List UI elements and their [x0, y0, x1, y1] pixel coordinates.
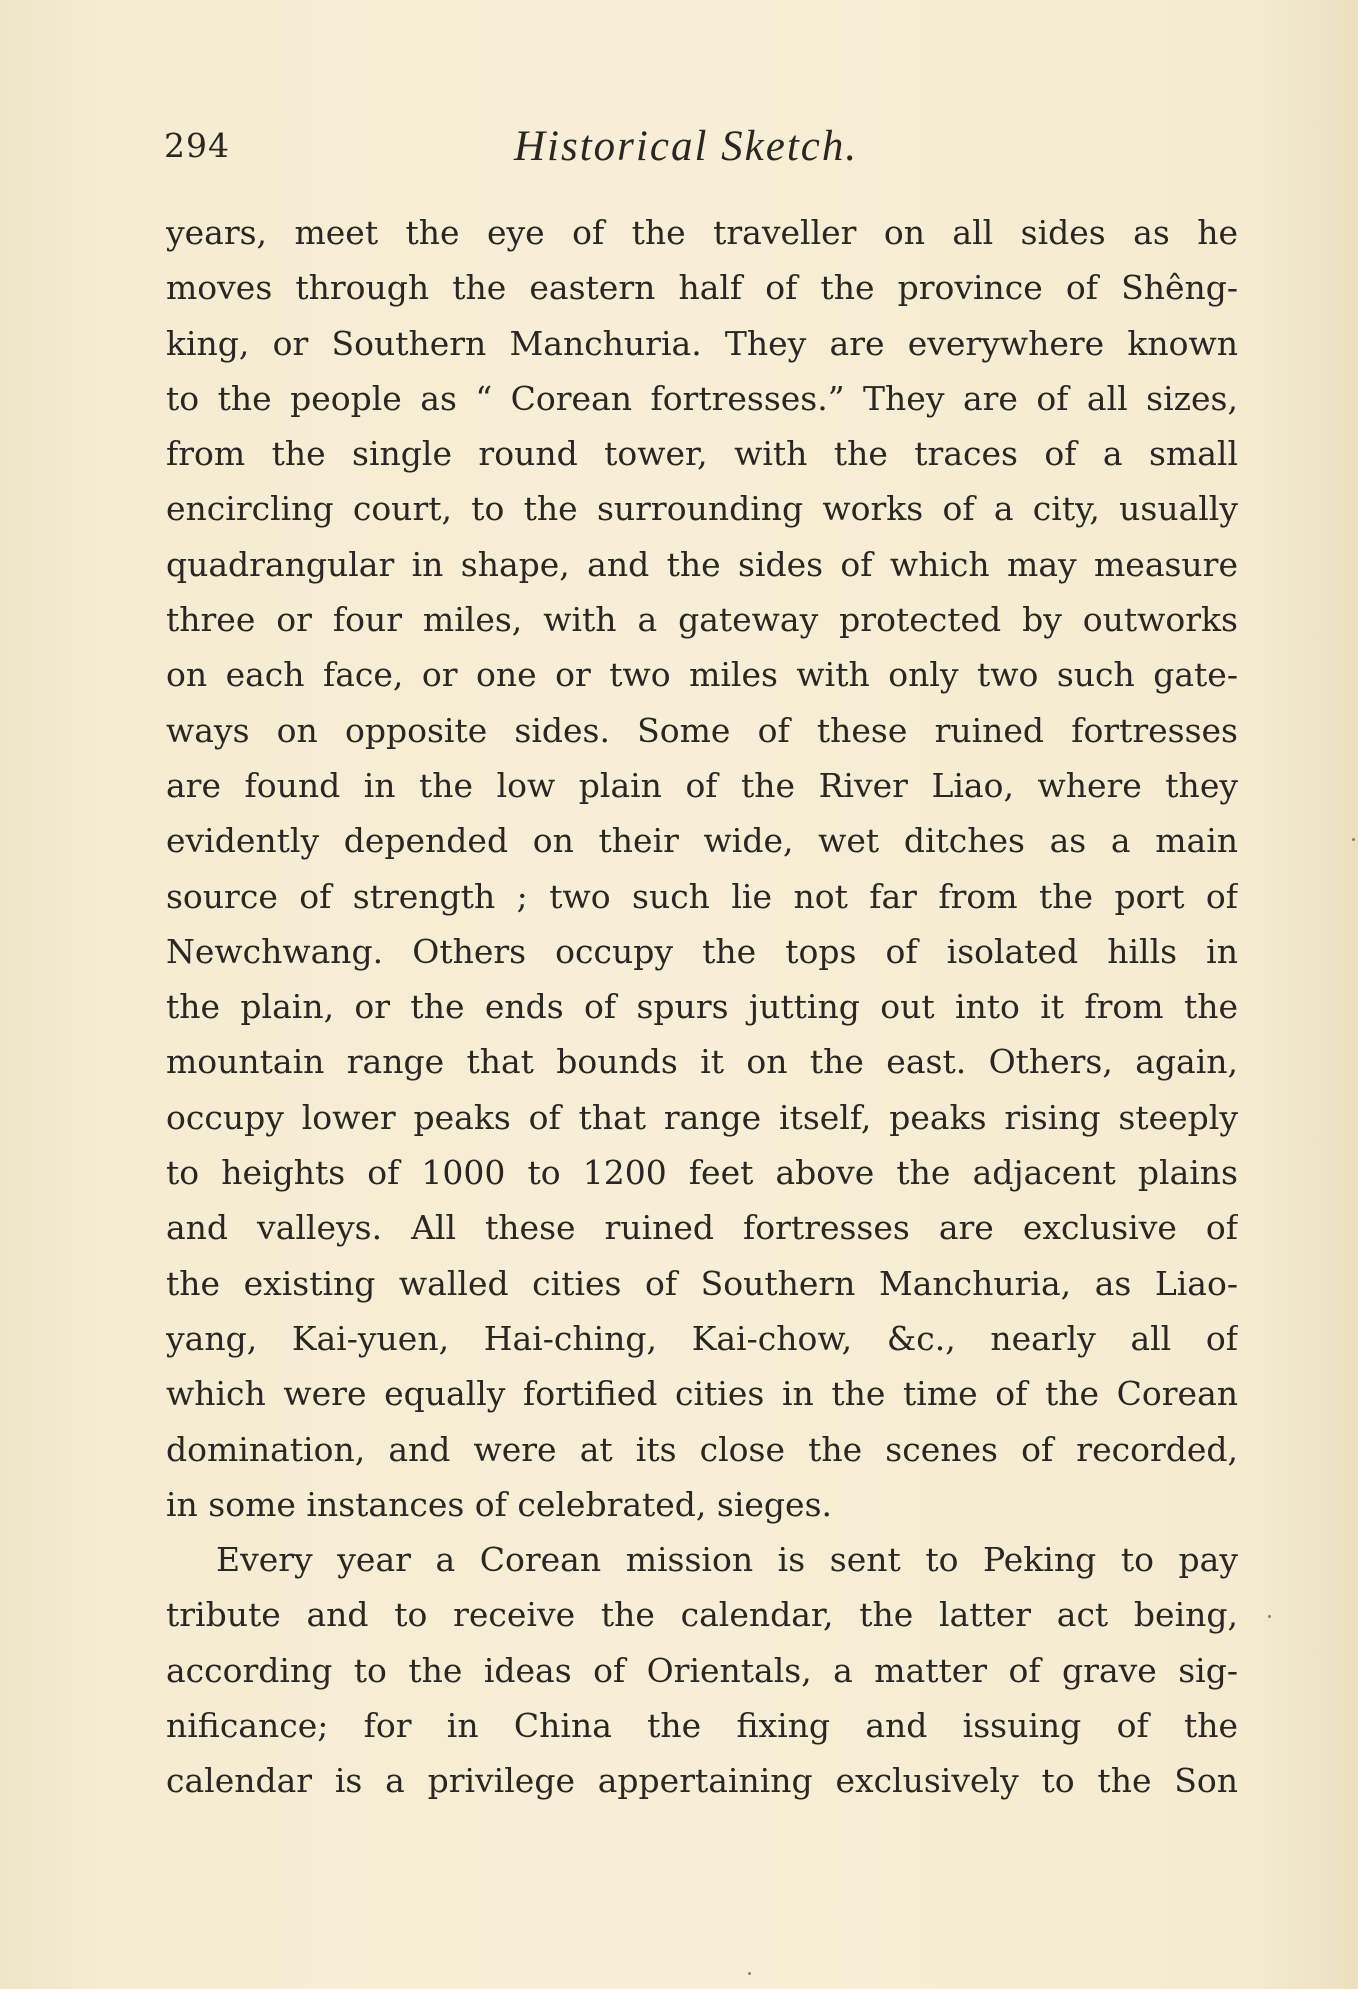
text-line: encircling court, to the surrounding works of a city, usually — [166, 489, 1238, 529]
paragraph-1 — [166, 205, 1238, 1532]
text-line: calendar is a privilege appertaining exclusively to the Son — [166, 1761, 1238, 1801]
page-header — [164, 118, 1239, 178]
text-line: evidently depended on their wide, wet ditches as a main — [166, 821, 1238, 861]
text-line: to heights of 1000 to 1200 feet above the adjacent plains — [166, 1153, 1238, 1193]
page-body — [166, 205, 1238, 1809]
text-line: from the single round tower, with the traces of a small — [166, 434, 1238, 474]
text-line: three or four miles, with a gateway protected by outworks — [166, 600, 1238, 640]
text-line: mountain range that bounds it on the east. Others, again, — [166, 1042, 1238, 1082]
text-line: according to the ideas of Orientals, a matter of grave sig- — [166, 1650, 1238, 1690]
text-line: in some instances of celebrated, sieges. — [166, 1484, 833, 1524]
text-line: the plain, or the ends of spurs jutting out into it from the — [166, 987, 1238, 1027]
text-line: moves through the eastern half of the province of Shêng- — [166, 268, 1238, 308]
text-line: tribute and to receive the calendar, the latter act being, — [166, 1595, 1238, 1635]
text-line: years, meet the eye of the traveller on all sides as he — [166, 213, 1238, 252]
text-line: king, or Southern Manchuria. They are everywhere known — [166, 323, 1238, 363]
text-line: domination, and were at its close the scenes of recorded, — [166, 1429, 1238, 1469]
paper-speck — [1268, 1615, 1271, 1618]
paper-speck — [748, 1972, 751, 1975]
text-line: occupy lower peaks of that range itself, peaks rising steeply — [166, 1097, 1238, 1137]
running-title: Historical Sketch. — [514, 123, 859, 170]
text-line: on each face, or one or two miles with only two such gate- — [166, 655, 1238, 695]
text-line: ways on opposite sides. Some of these ruined fortresses — [166, 710, 1238, 750]
text-line: and valleys. All these ruined fortresses are exclusive of — [166, 1208, 1238, 1248]
text-line: yang, Kai-yuen, Hai-ching, Kai-chow, &c., nearly all of — [166, 1318, 1238, 1358]
text-line: Newchwang. Others occupy the tops of isolated hills in — [166, 931, 1238, 971]
text-line: to the people as “ Corean fortresses.” They are of all sizes, — [166, 378, 1238, 418]
text-line: are found in the low plain of the River Liao, where they — [166, 765, 1238, 805]
text-line: the existing walled cities of Southern Manchuria, as Liao- — [166, 1263, 1238, 1303]
text-line: nificance; for in China the fixing and issuing of the — [166, 1706, 1238, 1746]
text-line: which were equally fortified cities in the time of the Corean — [166, 1374, 1238, 1414]
paper-speck — [1352, 838, 1355, 841]
text-line: source of strength ; two such lie not far from the port of — [166, 876, 1238, 916]
text-line: quadrangular in shape, and the sides of which may measure — [166, 544, 1238, 584]
text-line: Every year a Corean mission is sent to Peking to pay — [216, 1540, 1238, 1580]
paragraph-2 — [166, 1532, 1238, 1808]
page-number: 294 — [164, 126, 230, 165]
